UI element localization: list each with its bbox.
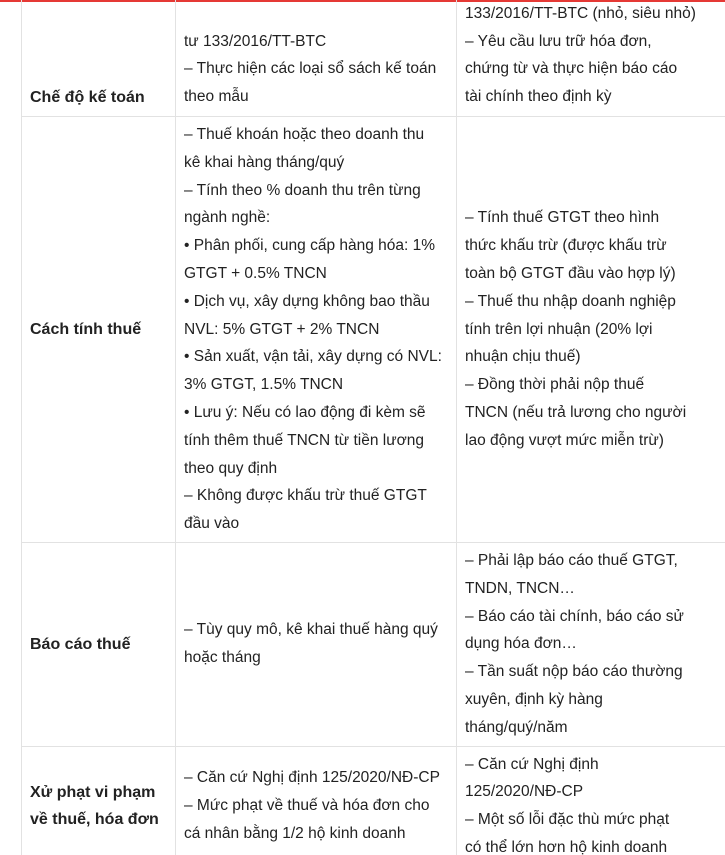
cell-line: • Lưu ý: Nếu có lao động đi kèm sẽ [184,403,426,421]
cell-line: • Dịch vụ, xây dựng không bao thầu [184,292,430,310]
row-label: Chế độ kế toán [30,89,145,106]
cell-line: toàn bộ GTGT đầu vào hợp lý) [465,264,676,282]
cell-line: 133/2016/TT-BTC (nhỏ, siêu nhỏ) [465,4,696,22]
cell-line: 3% GTGT, 1.5% TNCN [184,376,344,394]
cell-line: tháng/quý/năm [465,718,568,736]
enterprise-cell [457,542,725,746]
cell-line: chứng từ và thực hiện báo cáo [465,60,678,78]
cell-line: hoặc tháng [184,649,261,667]
cell-line: – Tần suất nộp báo cáo thường [465,663,683,681]
cell-line: tính thêm thuế TNCN từ tiền lương [184,431,424,449]
enterprise-cell [457,746,725,855]
household-business-cell [176,542,457,746]
table-row-tax-reporting [22,542,725,746]
cell-line: tư 133/2016/TT-BTC [184,32,327,50]
cell-line: – Báo cáo tài chính, báo cáo sử [465,607,684,625]
row-label: về thuế, hóa đơn [30,811,159,829]
row-label-cell [22,746,176,855]
cell-line: tài chính theo định kỳ [465,88,612,106]
household-business-cell [176,0,457,117]
cell-line: kê khai hàng tháng/quý [184,153,345,171]
table-row-tax-calculation [22,117,725,543]
household-business-cell [176,117,457,543]
cell-line: TNDN, TNCN… [465,579,575,597]
cell-line: – Căn cứ Nghị định [465,755,599,773]
cell-line: cá nhân bằng 1/2 hộ kinh doanh [184,825,406,843]
cell-line: – Thuế khoán hoặc theo doanh thu [184,126,425,143]
comparison-table [21,0,725,855]
household-business-cell [176,746,457,855]
cell-line: thức khấu trừ (được khấu trừ [465,237,667,255]
cell-line: – Thực hiện các loại sổ sách kế toán [184,60,437,78]
cell-line: – Một số lỗi đặc thù mức phạt [465,811,670,829]
cell-line: – Đồng thời phải nộp thuế [465,376,645,394]
row-label-cell [22,0,176,117]
cell-line: – Tùy quy mô, kê khai thuế hàng quý [184,621,438,639]
cell-line: dụng hóa đơn… [465,635,577,653]
enterprise-cell [457,0,725,117]
cell-line: theo mẫu [184,88,249,106]
cell-line: GTGT + 0.5% TNCN [184,264,327,282]
cell-line: – Phải lập báo cáo thuế GTGT, [465,551,678,569]
cell-line: – Căn cứ Nghị định 125/2020/NĐ-CP [184,769,440,787]
row-label: Báo cáo thuế [30,635,131,653]
cell-line: xuyên, định kỳ hàng [465,690,603,708]
cell-line: ngành nghề: [184,209,271,227]
cell-line: theo quy định [184,459,278,477]
cell-line: 125/2020/NĐ-CP [465,783,584,801]
cell-line: • Sản xuất, vận tải, xây dựng có NVL: [184,348,442,366]
cell-line: lao động vượt mức miễn trừ) [465,431,664,449]
cell-line: – Thuế thu nhập doanh nghiệp [465,292,676,310]
cell-line: nhuận chịu thuế) [465,348,581,366]
cell-line: – Mức phạt về thuế và hóa đơn cho [184,797,430,815]
cell-line: có thể lớn hơn hộ kinh doanh [465,838,668,855]
row-label: Xử phạt vi phạm [30,784,156,802]
cell-line: – Yêu cầu lưu trữ hóa đơn, [465,32,652,50]
cell-line: đầu vào [184,515,240,533]
cell-line: – Tính theo % doanh thu trên từng [184,181,421,199]
row-label-cell [22,117,176,543]
cell-line: NVL: 5% GTGT + 2% TNCN [184,320,380,338]
table-row-penalties [22,746,725,855]
row-label-cell [22,542,176,746]
cell-line: – Tính thuế GTGT theo hình [465,209,660,227]
table-row-accounting-regime [22,0,725,117]
cell-line: – Không được khấu trừ thuế GTGT [184,487,427,505]
cell-line: TNCN (nếu trả lương cho người [465,403,687,421]
enterprise-cell [457,117,725,543]
cell-line: • Phân phối, cung cấp hàng hóa: 1% [184,237,436,255]
cell-line: tính trên lợi nhuận (20% lợi [465,320,653,338]
row-label: Cách tính thuế [30,320,142,338]
